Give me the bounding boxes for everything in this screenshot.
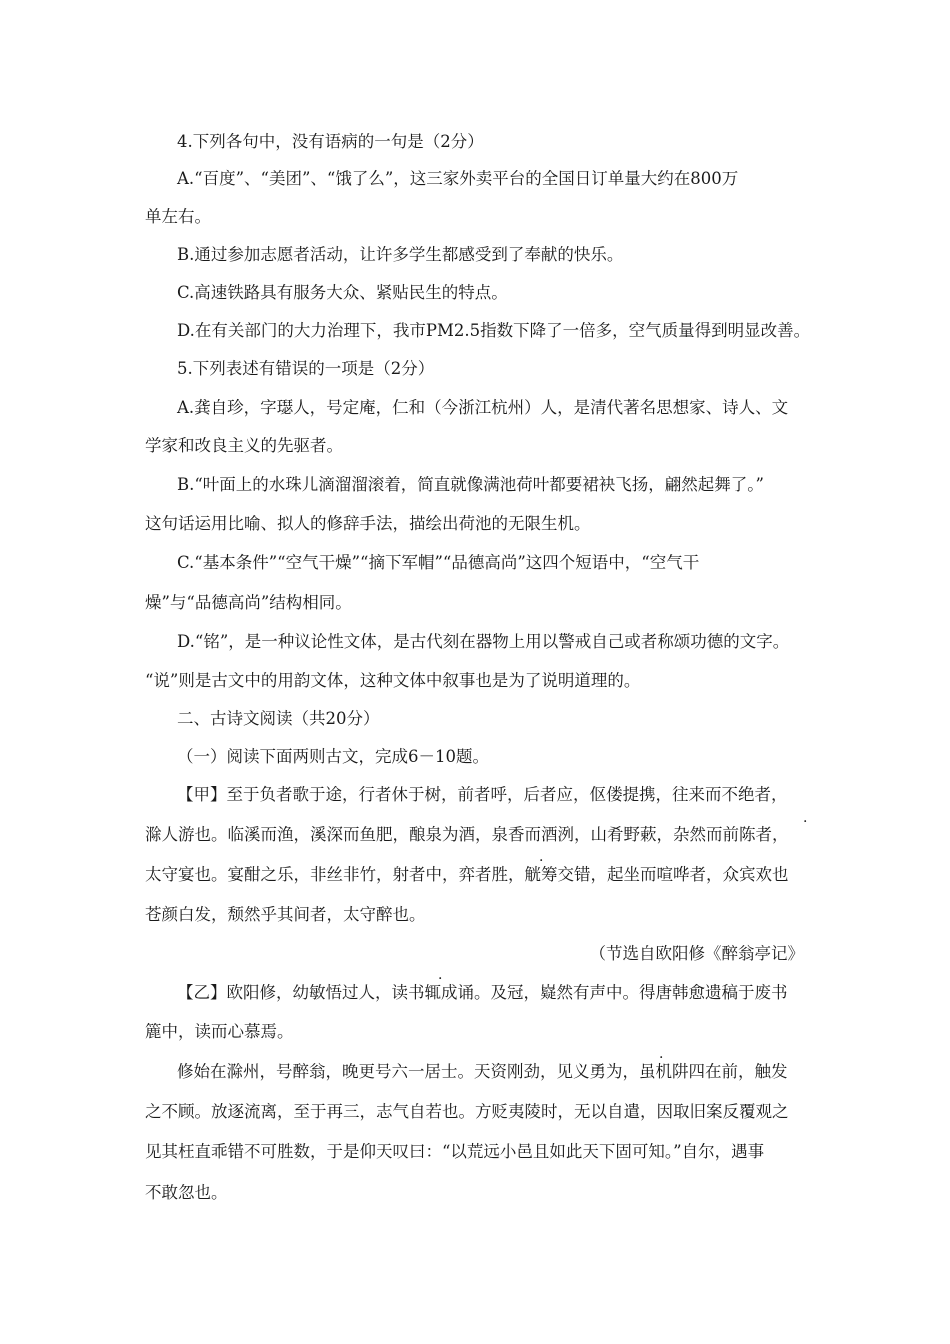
q4-stem: 4.下列各句中，没有语病的一句是（2分） (177, 132, 484, 151)
q5-option-a-line1: A.龚自珍，字璱人，号定庵，仁和（今浙江杭州）人，是清代著名思想家、诗人、文 (177, 398, 789, 417)
yi-passage-line4: 之不顾。放逐流离，至于再三，志气自若也。方贬夷陵时，无以自遣，因取旧案反覆观之 (145, 1102, 789, 1121)
q5-option-b-line2: 这句话运用比喻、拟人的修辞手法，描绘出荷池的无限生机。 (145, 514, 591, 533)
q5-option-c-line1: C.“基本条件”“空气干燥”“摘下军帽”“品德高尚”这四个短语中，“空气干 (177, 553, 700, 572)
jia-passage-line2: 滁人游也。临溪而渔，溪深而鱼肥，酿泉为酒，泉香而酒洌，山肴野蔌，杂然而前陈者， (145, 825, 789, 844)
q5-option-c-line2: 燥”与“品德高尚”结构相同。 (145, 593, 352, 612)
q4-option-c: C.高速铁路具有服务大众、紧贴民生的特点。 (177, 283, 508, 302)
yi-passage-line5: 见其枉直乖错不可胜数，于是仰天叹曰：“以荒远小邑且如此天下固可知。”自尔，遇事 (145, 1142, 765, 1161)
jia-passage-line3: 太守宴也。宴酣之乐，非丝非竹，射者中，弈者胜，觥筹交错，起坐而喧哗者，众宾欢也 (145, 865, 789, 884)
emphasis-dot: · (659, 1050, 664, 1066)
q5-stem: 5.下列表述有错误的一项是（2分） (177, 359, 435, 378)
q5-option-a-line2: 学家和改良主义的先驱者。 (145, 436, 343, 455)
emphasis-dot: · (438, 971, 443, 987)
emphasis-dot: · (539, 853, 544, 869)
jia-source: （节选自欧阳修《醉翁亭记》 (589, 944, 804, 963)
q4-option-a-line1: A.“百度”、“美团”、“饿了么”，这三家外卖平台的全国日订单量大约在800万 (177, 169, 739, 188)
yi-passage-line6: 不敢忽也。 (145, 1183, 228, 1202)
jia-passage-line1: 【甲】至于负者歌于途，行者休于树，前者呼，后者应，伛偻提携，往来而不绝者， (177, 785, 788, 804)
q4-option-d: D.在有关部门的大力治理下，我市PM2.5指数下降了一倍多，空气质量得到明显改善。 (177, 321, 811, 340)
emphasis-dot: · (803, 814, 808, 830)
q5-option-d-line2: “说”则是古文中的用韵文体，这种文体中叙事也是为了说明道理的。 (145, 671, 641, 690)
yi-passage-line1: 【乙】欧阳修，幼敏悟过人，读书辄成诵。及冠，嶷然有声中。得唐韩愈遗稿于废书 (177, 983, 788, 1002)
section-two-heading: 二、古诗文阅读（共20分） (177, 709, 380, 728)
yi-passage-line3: 修始在滁州，号醉翁，晚更号六一居士。天资刚劲，见义勇为，虽机阱四在前，触发 (177, 1062, 788, 1081)
yi-passage-line2: 簏中，读而心慕焉。 (145, 1022, 294, 1041)
jia-passage-line4: 苍颜白发，颓然乎其间者，太守醉也。 (145, 905, 426, 924)
q5-option-d-line1: D.“铭”，是一种议论性文体，是古代刻在器物上用以警戒自己或者称颂功德的文字。 (177, 632, 790, 651)
q4-option-b: B.通过参加志愿者活动，让许多学生都感受到了奉献的快乐。 (177, 245, 624, 264)
section-two-subheading: （一）阅读下面两则古文，完成6－10题。 (177, 747, 489, 766)
q4-option-a-line2: 单左右。 (145, 207, 211, 226)
q5-option-b-line1: B.“叶面上的水珠儿滴溜溜滚着，简直就像满池荷叶都要裙袂飞扬，翩然起舞了。” (177, 475, 764, 494)
